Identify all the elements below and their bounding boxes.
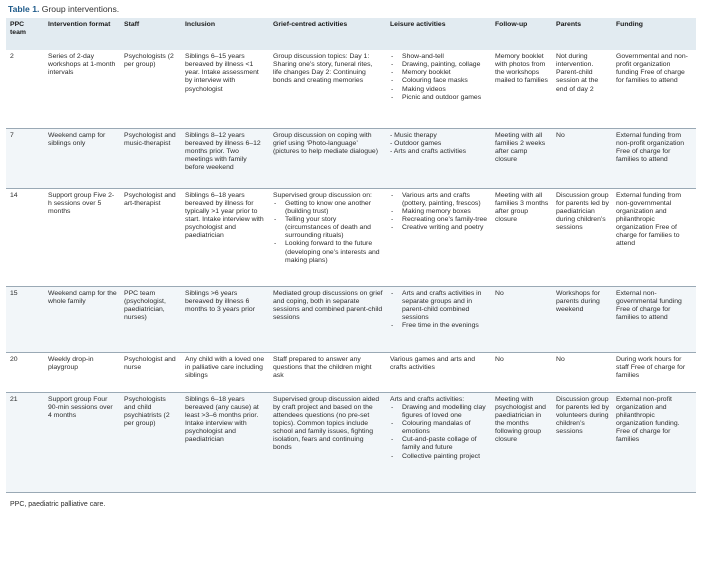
cell-grief-activities	[269, 50, 386, 128]
leisure-list-item: - Arts and crafts activities	[390, 147, 467, 155]
leisure-list-item: - Picnic and outdoor games	[390, 94, 488, 102]
cell-grief-activities	[269, 352, 386, 392]
cell-inclusion: Any child with a loved one in palliative care including siblings	[181, 352, 269, 392]
leisure-intro: Various games and arts and crafts activities	[390, 355, 476, 371]
cell-parents: No	[552, 128, 612, 188]
cell-intervention-format: Weekend camp for siblings only	[44, 128, 120, 188]
leisure-intro: Arts and crafts activities:	[390, 395, 465, 403]
leisure-list-item: - Memory booklet	[390, 69, 488, 77]
cell-ppc-team: 7	[6, 128, 44, 188]
cell-leisure-activities	[386, 286, 491, 352]
cell-funding: Governmental and non-profit organization funding Free of charge for families to attend	[612, 50, 696, 128]
grief-text: Staff prepared to answer any questions that the children might ask	[273, 355, 372, 379]
table-footnote: PPC, paediatric palliative care.	[6, 492, 696, 517]
grief-text: Group discussion on coping with grief using ‘Photo-language’ (pictures to help mediate dialogue)	[273, 131, 378, 155]
leisure-list-item: - Cut-and-paste collage of family and future	[390, 436, 488, 452]
cell-follow-up: No	[491, 286, 552, 352]
cell-follow-up: No	[491, 352, 552, 392]
cell-staff: Psychologists (2 per group)	[120, 50, 181, 128]
cell-funding: During work hours for staff Free of charge for families	[612, 352, 696, 392]
cell-parents: Discussion group for parents led by paediatrician during children’s sessions	[552, 188, 612, 286]
cell-intervention-format: Support group Five 2-h sessions over 5 months	[44, 188, 120, 286]
header-follow-up: Follow-up	[491, 18, 552, 50]
cell-inclusion: Siblings >6 years bereaved by illness 6 months to 3 years prior	[181, 286, 269, 352]
header-funding: Funding	[612, 18, 696, 50]
cell-intervention-format: Weekend camp for the whole family	[44, 286, 120, 352]
header-row	[6, 18, 696, 50]
cell-follow-up: Memory booklet with photos from the workshops mailed to families	[491, 50, 552, 128]
grief-list-item: - Telling your story (circumstances of death and surrounding rituals)	[273, 216, 383, 240]
leisure-list-item: - Outdoor games	[390, 139, 442, 147]
leisure-list-item: - Music therapy	[390, 131, 437, 139]
leisure-list-item: - Recreating one’s family-tree	[390, 216, 488, 224]
cell-staff: Psychologist and art-therapist	[120, 188, 181, 286]
cell-leisure-activities	[386, 50, 491, 128]
leisure-list	[390, 290, 488, 331]
cell-intervention-format: Support group Four 90-min sessions over 4 months	[44, 392, 120, 492]
grief-text: Group discussion topics: Day 1: Sharing one’s story, funeral rites, life changes Day 2: Continuing bonds and creating memories	[273, 53, 373, 85]
header-leisure-activities: Leisure activities	[386, 18, 491, 50]
cell-grief-activities	[269, 128, 386, 188]
cell-leisure-activities	[386, 392, 491, 492]
header-parents: Parents	[552, 18, 612, 50]
grief-list	[273, 200, 383, 265]
header-grief-activities: Grief-centred activities	[269, 18, 386, 50]
table-label: Table 1.	[8, 4, 40, 14]
cell-follow-up: Meeting with all families 2 weeks after camp closure	[491, 128, 552, 188]
interventions-table	[6, 18, 696, 517]
leisure-list	[390, 192, 488, 233]
cell-grief-activities	[269, 392, 386, 492]
cell-funding: External funding from non-profit organization Free of charge for families to attend	[612, 128, 696, 188]
leisure-list-item: - Free time in the evenings	[390, 322, 488, 330]
leisure-list-item: - Show-and-tell	[390, 53, 488, 61]
grief-list-item: - Getting to know one another (building trust)	[273, 200, 383, 216]
table-caption	[8, 4, 119, 15]
leisure-list-item: - Making videos	[390, 86, 488, 94]
cell-intervention-format: Weekly drop-in playgroup	[44, 352, 120, 392]
grief-text: Supervised group discussion aided by craft project and based on the attendees questions (no pre-set topics). Common topics include school and family issues, fighting isolation, fears and continuing bonds	[273, 395, 380, 452]
header-intervention-format: Intervention format	[44, 18, 120, 50]
cell-staff: Psychologists and child psychiatrists (2 per group)	[120, 392, 181, 492]
leisure-list	[390, 404, 488, 461]
header-ppc-team: PPC team	[6, 18, 44, 50]
table-row	[6, 286, 696, 352]
cell-ppc-team: 21	[6, 392, 44, 492]
grief-text: Mediated group discussions on grief and coping, both in separate sessions and combined parent-child sessions	[273, 289, 383, 321]
table-row	[6, 352, 696, 392]
leisure-list-item: - Making memory boxes	[390, 208, 488, 216]
table-title: Group interventions.	[41, 4, 120, 14]
cell-staff: Psychologist and nurse	[120, 352, 181, 392]
leisure-list-item: - Drawing and modelling clay figures of loved one	[390, 404, 488, 420]
cell-ppc-team: 20	[6, 352, 44, 392]
table-row	[6, 392, 696, 492]
cell-ppc-team: 15	[6, 286, 44, 352]
leisure-list-item: - Creative writing and poetry	[390, 224, 488, 232]
leisure-list-item: - Colouring face masks	[390, 77, 488, 85]
header-inclusion: Inclusion	[181, 18, 269, 50]
cell-parents: Workshops for parents during weekend	[552, 286, 612, 352]
table-row	[6, 188, 696, 286]
leisure-list	[390, 132, 488, 156]
cell-leisure-activities	[386, 352, 491, 392]
grief-text: Supervised group discussion on:	[273, 191, 372, 199]
grief-list-item: - Looking forward to the future (developing one’s interests and making plans)	[273, 240, 383, 264]
cell-grief-activities	[269, 188, 386, 286]
cell-inclusion: Siblings 6–18 years bereaved (any cause) at least >3–6 months prior. Intake interview with psychologist and paediatrician	[181, 392, 269, 492]
leisure-list-item: - Drawing, painting, collage	[390, 61, 488, 69]
cell-inclusion: Siblings 6–18 years bereaved by illness for typically >1 year prior to start. Intake interview with psychologist and paediatrician	[181, 188, 269, 286]
table-row	[6, 128, 696, 188]
leisure-list-item: - Arts and crafts activities in separate groups and in parent-child combined sessions	[390, 290, 488, 323]
leisure-list	[390, 53, 488, 102]
cell-ppc-team: 14	[6, 188, 44, 286]
cell-leisure-activities	[386, 128, 491, 188]
cell-leisure-activities	[386, 188, 491, 286]
leisure-list-item: - Colouring mandalas of emotions	[390, 420, 488, 436]
cell-funding: External funding from non-governmental organization and philanthropic organization Free of charge for families to attend	[612, 188, 696, 286]
table-row	[6, 50, 696, 128]
cell-staff: PPC team (psychologist, paediatrician, nurses)	[120, 286, 181, 352]
cell-funding: External non-profit organization and philanthropic organization funding. Free of charge for families	[612, 392, 696, 492]
cell-parents: Not during intervention. Parent-child session at the end of day 2	[552, 50, 612, 128]
cell-inclusion: Siblings 6–15 years bereaved by illness <1 year. Intake assessment by interview with psychologist	[181, 50, 269, 128]
cell-grief-activities	[269, 286, 386, 352]
cell-follow-up: Meeting with all families 3 months after group closure	[491, 188, 552, 286]
leisure-list-item: - Collective painting project	[390, 453, 488, 461]
cell-ppc-team: 2	[6, 50, 44, 128]
cell-inclusion: Siblings 8–12 years bereaved by illness 6–12 months prior. Two meetings with family before weekend	[181, 128, 269, 188]
leisure-list-item: - Various arts and crafts (pottery, painting, frescos)	[390, 192, 488, 208]
cell-follow-up: Meeting with psychologist and paediatrician in the months following group closure	[491, 392, 552, 492]
header-staff: Staff	[120, 18, 181, 50]
cell-intervention-format: Series of 2-day workshops at 1-month intervals	[44, 50, 120, 128]
cell-staff: Psychologist and music-therapist	[120, 128, 181, 188]
cell-parents: Discussion group for parents led by volunteers during children’s sessions	[552, 392, 612, 492]
cell-funding: External non-governmental funding Free of charge for families to attend	[612, 286, 696, 352]
cell-parents: No	[552, 352, 612, 392]
